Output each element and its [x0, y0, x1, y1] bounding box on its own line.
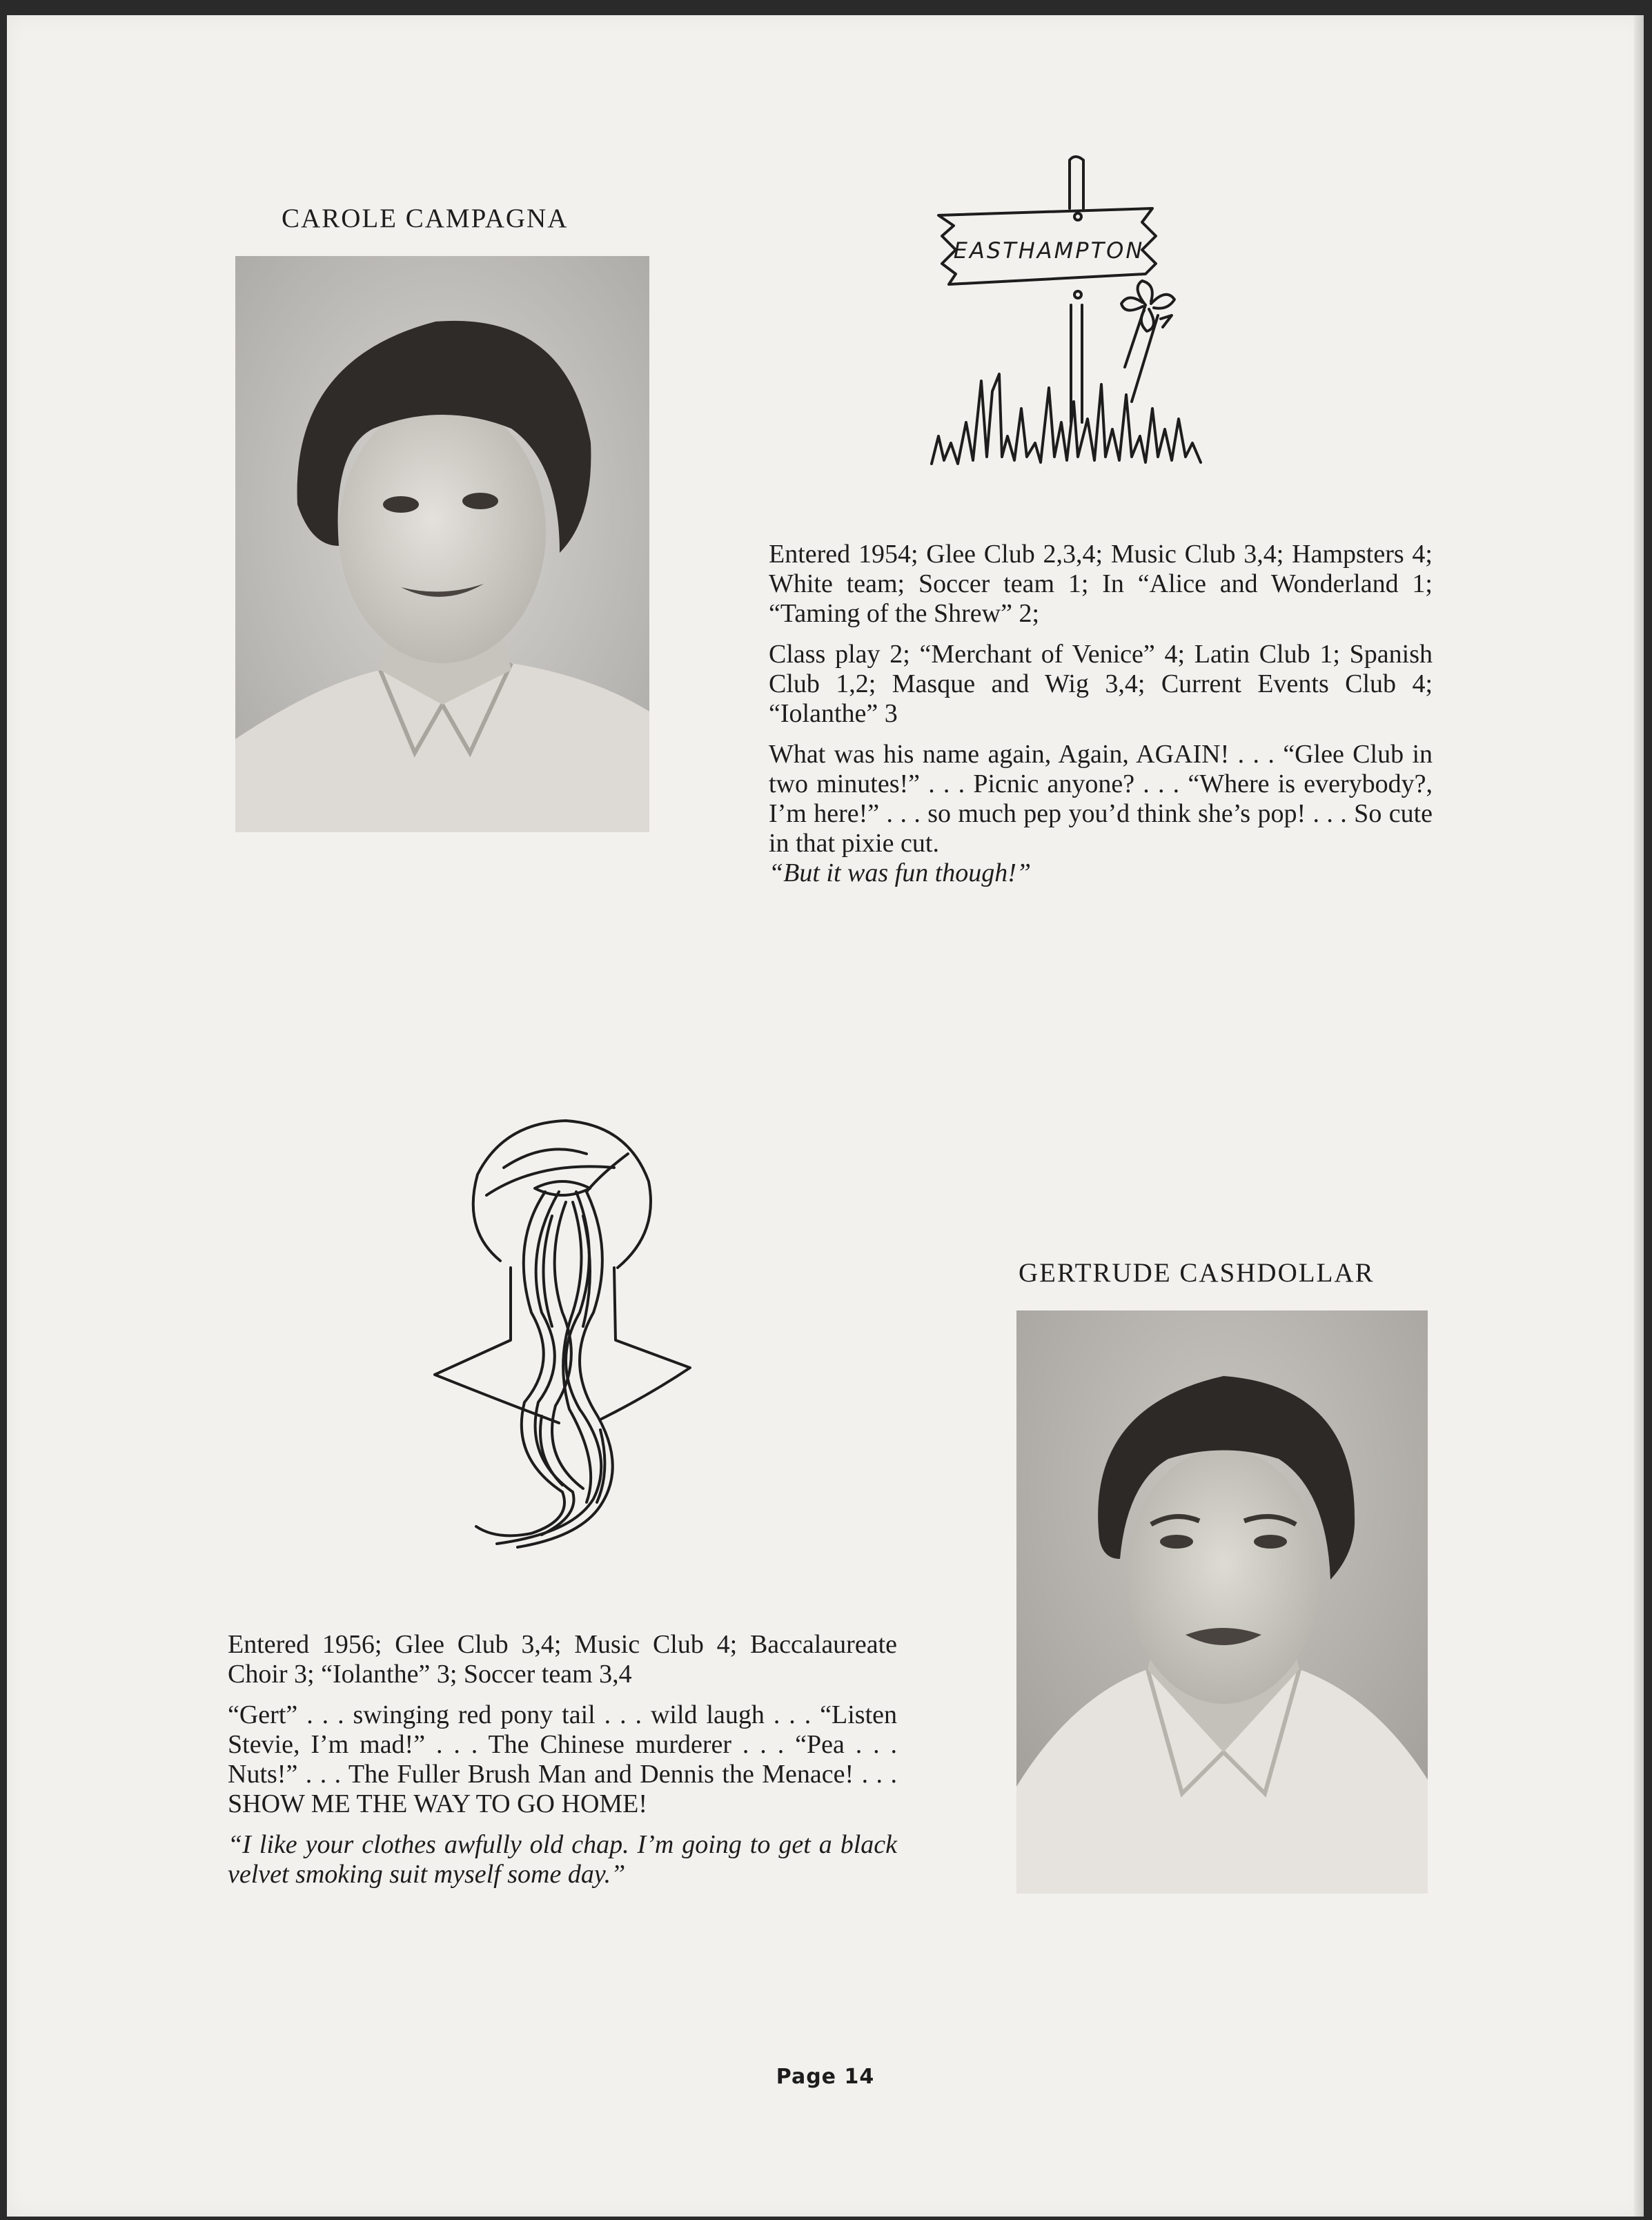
bio-text-cashdollar: [228, 1630, 897, 1900]
activities-cashdollar-1: Entered 1956; Glee Club 3,4; Music Club 4; Baccalaureate Choir 3; “Iolanthe” 3; Soccer team 3,4: [228, 1630, 897, 1689]
sign-text: EASTHAMPTON: [953, 237, 1145, 264]
ponytail-drawing: [421, 1112, 711, 1554]
student-name-cashdollar: GERTRUDE CASHDOLLAR: [1019, 1258, 1375, 1288]
easthampton-sign-drawing: [918, 146, 1249, 478]
yearbook-page: [7, 15, 1644, 2217]
portrait-photo-campagna: [235, 256, 649, 832]
description-campagna: What was his name again, Again, AGAIN! . . . “Glee Club in two minutes!” . . . Picnic anyone? . . . “Where is everybody?, I’m here!” . . . so much pep you’d think she’s pop! . . . So cute in that pixie cut.: [769, 740, 1433, 858]
quote-campagna: “But it was fun though!”: [769, 858, 1032, 887]
activities-campagna-2: Class play 2; “Merchant of Venice” 4; Latin Club 1; Spanish Club 1,2; Masque and Wig 3,4; Current Events Club 4; “Iolanthe” 3: [769, 640, 1433, 728]
portrait-photo-cashdollar: [1016, 1310, 1428, 1894]
page-edge: [1634, 15, 1644, 2217]
page-number: Page 14: [776, 2065, 875, 2089]
bio-text-campagna: [769, 540, 1433, 899]
description-cashdollar: “Gert” . . . swinging red pony tail . . . wild laugh . . . “Listen Stevie, I’m mad!” . . . The Chinese murderer . . . “Pea . . . Nuts!” . . . The Fuller Brush Man and Dennis the Menace! . . . SHOW ME THE WAY TO GO HOME!: [228, 1700, 897, 1818]
quote-cashdollar: “I like your clothes awfully old chap. I’m going to get a black velvet smoking suit myself some day.”: [228, 1830, 897, 1889]
activities-campagna-1: Entered 1954; Glee Club 2,3,4; Music Club 3,4; Hampsters 4; White team; Soccer team 1; In “Alice and Wonderland 1; “Taming of the Shrew” 2;: [769, 540, 1433, 628]
student-name-campagna: CAROLE CAMPAGNA: [282, 204, 569, 233]
